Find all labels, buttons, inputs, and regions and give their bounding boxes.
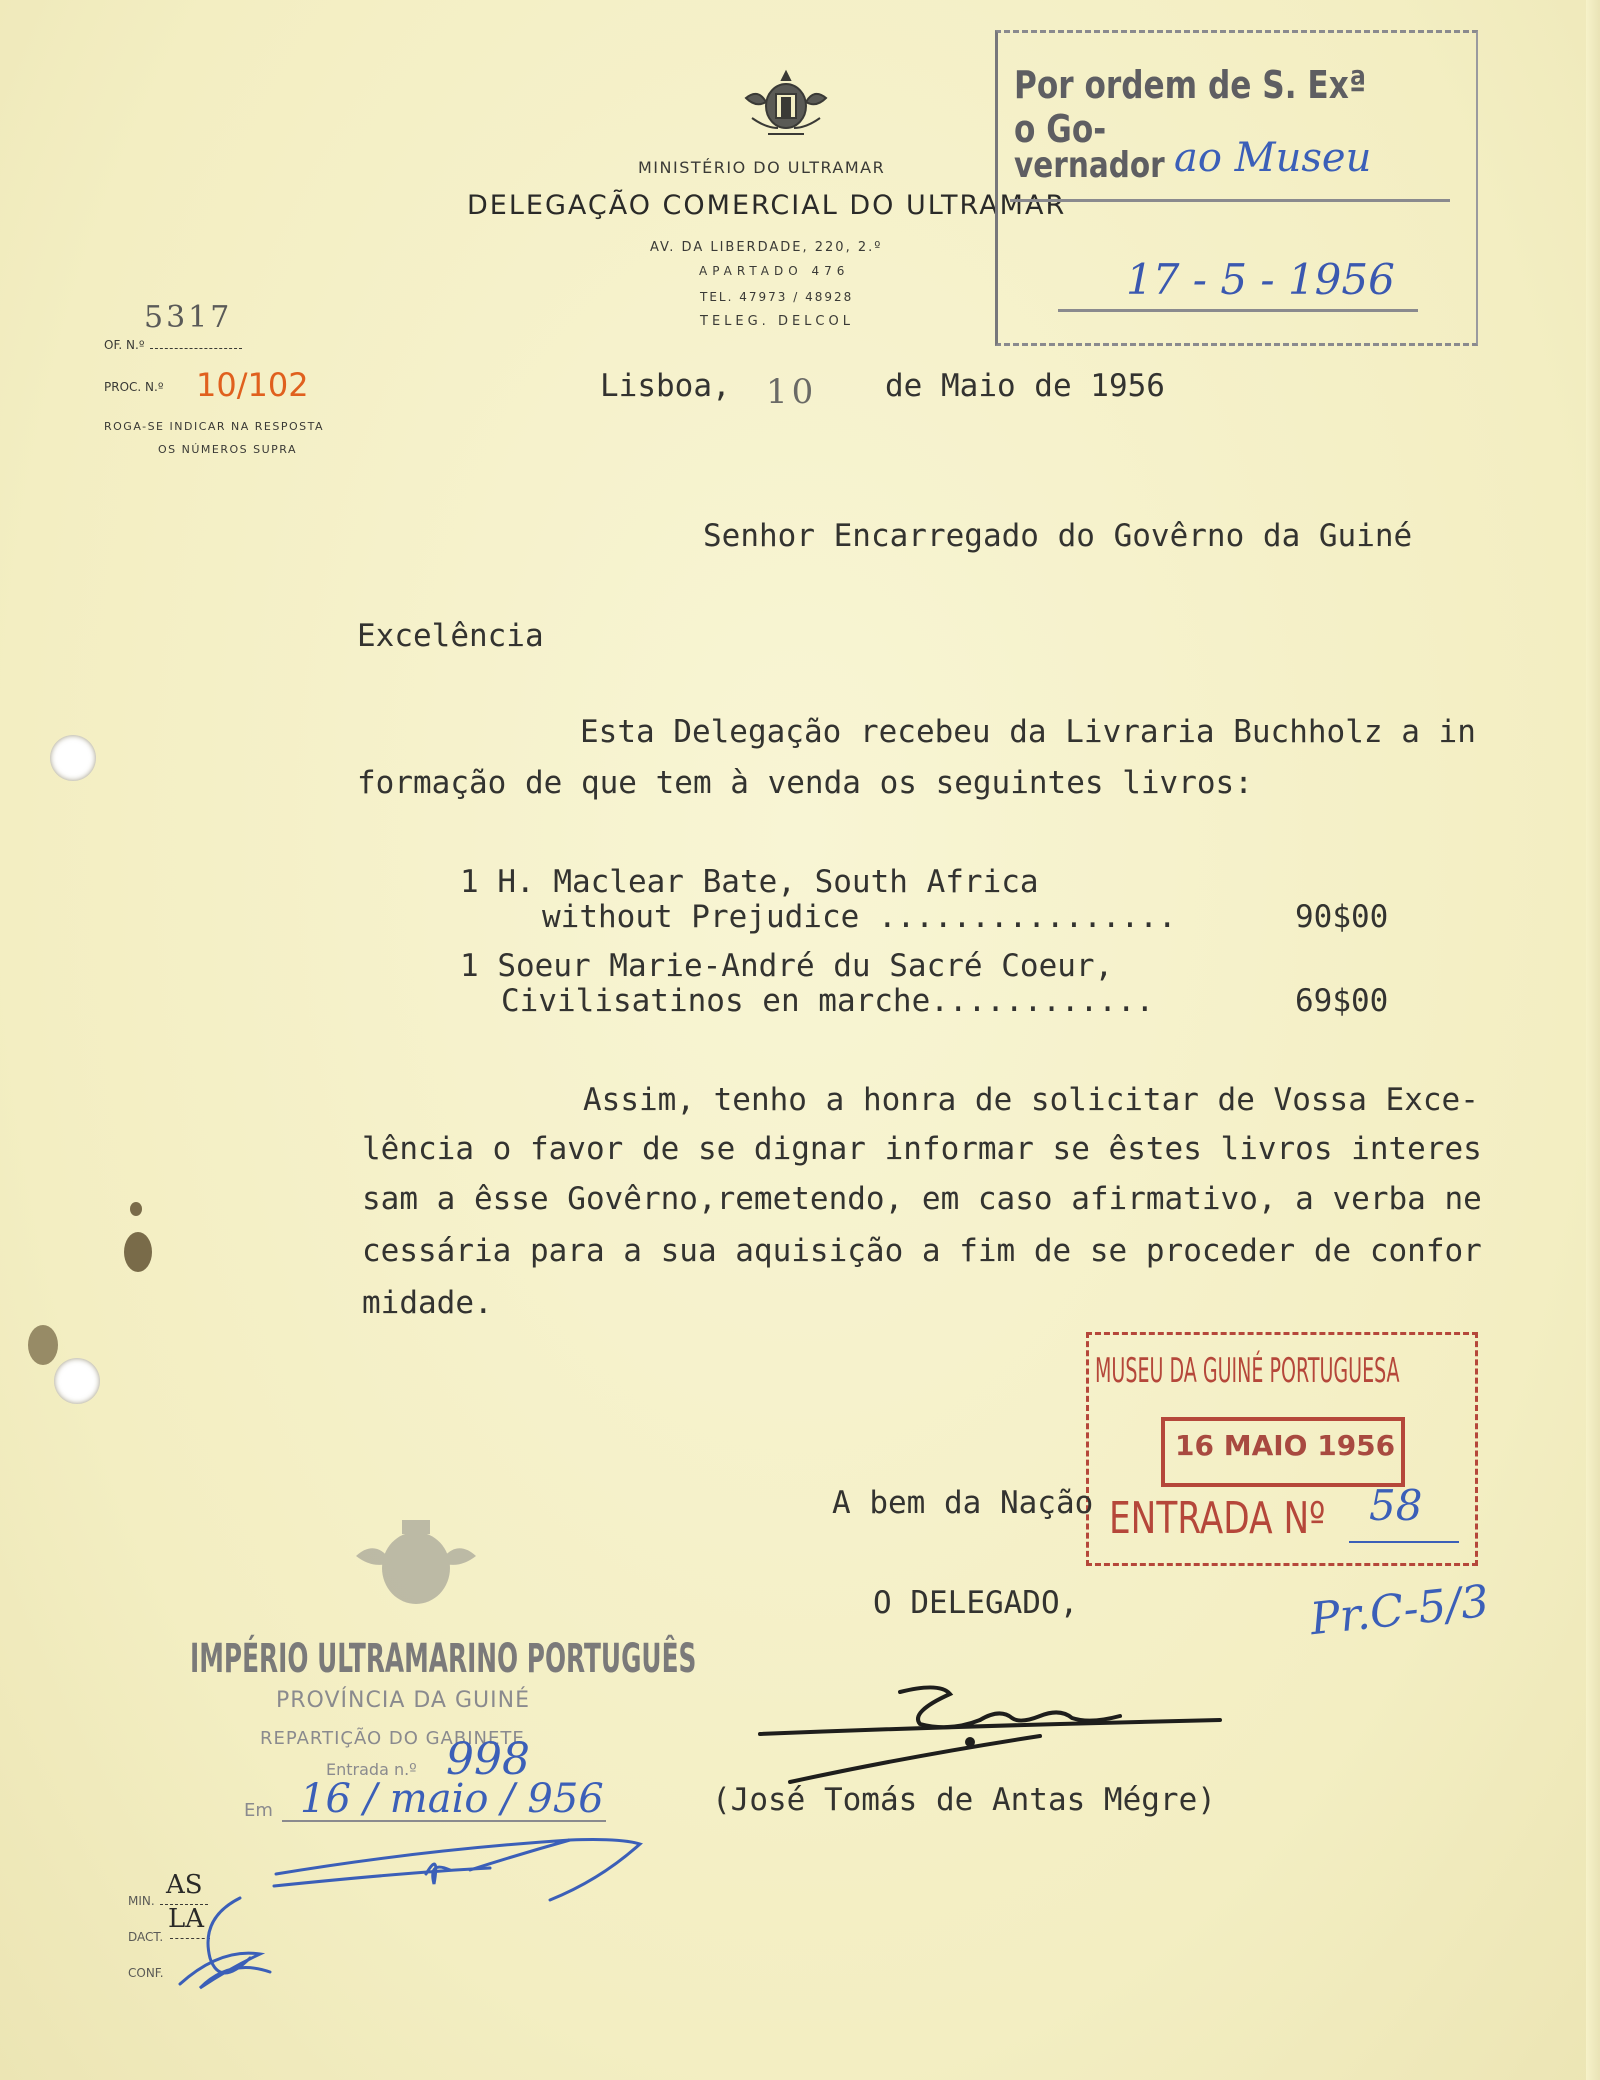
museum-stamp-entry-label: ENTRADA Nº (1109, 1493, 1326, 1544)
punch-hole-bottom (54, 1358, 100, 1404)
closing-nation: A bem da Nação (832, 1485, 1094, 1521)
min-label: MIN. (128, 1894, 155, 1908)
book1-price: 90$00 (1295, 899, 1389, 935)
empire-stamp-line3: REPARTIÇÃO DO GABINETE (260, 1728, 525, 1749)
order-stamp-date: 17 - 5 - 1956 (1126, 255, 1395, 304)
conf-label: CONF. (128, 1966, 164, 1980)
paragraph1-line2: formação de que tem à venda os seguintes livros: (357, 765, 1253, 801)
closing-delegate: O DELEGADO, (873, 1585, 1079, 1621)
date-day: 10 (766, 372, 818, 412)
museum-stamp-title: MUSEU DA GUINÉ PORTUGUESA (1095, 1351, 1400, 1391)
delegation-title: DELEGAÇÃO COMERCIAL DO ULTRAMAR (467, 190, 1067, 221)
telegraph-line: TELEG. DELCOL (700, 314, 854, 329)
address-line: AV. DA LIBERDADE, 220, 2.º (650, 240, 883, 255)
book1-line1: 1 H. Maclear Bate, South Africa (460, 864, 1039, 900)
museum-stamp-date: 16 MAIO 1956 (1175, 1429, 1396, 1462)
paragraph1-line1: Esta Delegação recebeu da Livraria Buchholz a in (580, 714, 1476, 750)
museum-handwritten-ref: Pr.C-5/3 (1307, 1575, 1492, 1646)
reference-note-line2: OS NÚMEROS SUPRA (158, 443, 298, 456)
paragraph2-line4: cessária para a sua aquisição a fim de se proceder de confor (362, 1233, 1482, 1269)
order-stamp-handwriting: ao Museu (1174, 135, 1372, 181)
museum-stamp-entry-rule (1349, 1541, 1459, 1543)
book2-price: 69$00 (1295, 983, 1389, 1019)
signatory-name: (José Tomás de Antas Mégre) (712, 1782, 1216, 1818)
salutation: Excelência (357, 618, 544, 654)
order-stamp-line2: vernador (1014, 145, 1165, 186)
empire-stamp-entry-label: Entrada n.º (326, 1760, 417, 1779)
proc-number: 10/102 (196, 366, 309, 404)
punch-hole-top (50, 735, 96, 781)
empire-stamp-em-label: Em (244, 1800, 273, 1821)
stain-mark (130, 1202, 142, 1216)
book2-line2: Civilisatinos en marche............ (501, 983, 1155, 1019)
signature (750, 1672, 1230, 1796)
stain-mark (124, 1232, 152, 1272)
empire-stamp-line1: IMPÉRIO ULTRAMARINO PORTUGUÊS (190, 1636, 697, 1682)
empire-crest-icon (336, 1512, 496, 1626)
empire-stamp-entry-number: 998 (446, 1734, 530, 1785)
museum-stamp-entry-number: 58 (1369, 1481, 1423, 1530)
book2-line1: 1 Soeur Marie-André du Sacré Coeur, (460, 948, 1114, 984)
order-stamp (995, 30, 1478, 346)
paragraph2-line2: lência o favor de se dignar informar se êstes livros interes (362, 1131, 1482, 1167)
proc-label: PROC. N.º (104, 380, 164, 394)
paragraph2-line1: Assim, tenho a honra de solicitar de Vossa Exce- (583, 1082, 1479, 1118)
reference-note-line1: ROGA-SE INDICAR NA RESPOSTA (104, 420, 325, 433)
order-stamp-line1: Por ordem de S. Exª o Go- (1014, 63, 1367, 151)
dact-label: DACT. (128, 1930, 164, 1944)
of-label: OF. N.º (104, 338, 145, 352)
book1-line2: without Prejudice ................ (542, 899, 1177, 935)
date-rest: de Maio de 1956 (885, 368, 1165, 404)
min-value: AS (166, 1870, 203, 1900)
museum-stamp (1086, 1332, 1478, 1566)
empire-stamp-scribble (270, 1830, 650, 1914)
empire-stamp-date: 16 / maio / 956 (300, 1776, 604, 1822)
paragraph2-line3: sam a êsse Govêrno,remetendo, em caso afirmativo, a verba ne (362, 1181, 1482, 1217)
order-stamp-date-rule (1058, 309, 1418, 312)
stain-mark (28, 1325, 58, 1365)
paragraph2-line5: midade. (362, 1285, 493, 1321)
telephone-line: TEL. 47973 / 48928 (700, 290, 854, 304)
conf-initials-scribble (170, 1888, 280, 2002)
coat-of-arms-icon (738, 68, 834, 144)
date-place: Lisboa, (600, 368, 731, 404)
of-number: 5317 (144, 300, 233, 335)
paper-edge (1586, 0, 1600, 2080)
dact-value: LA (168, 1904, 205, 1934)
ministry-label: MINISTÉRIO DO ULTRAMAR (638, 158, 886, 177)
apartado-line: APARTADO 476 (699, 264, 850, 278)
order-stamp-rule (1010, 199, 1450, 202)
addressee: Senhor Encarregado do Govêrno da Guiné (703, 518, 1413, 554)
empire-stamp-line2: PROVÍNCIA DA GUINÉ (276, 1688, 530, 1713)
of-underline (150, 348, 242, 349)
